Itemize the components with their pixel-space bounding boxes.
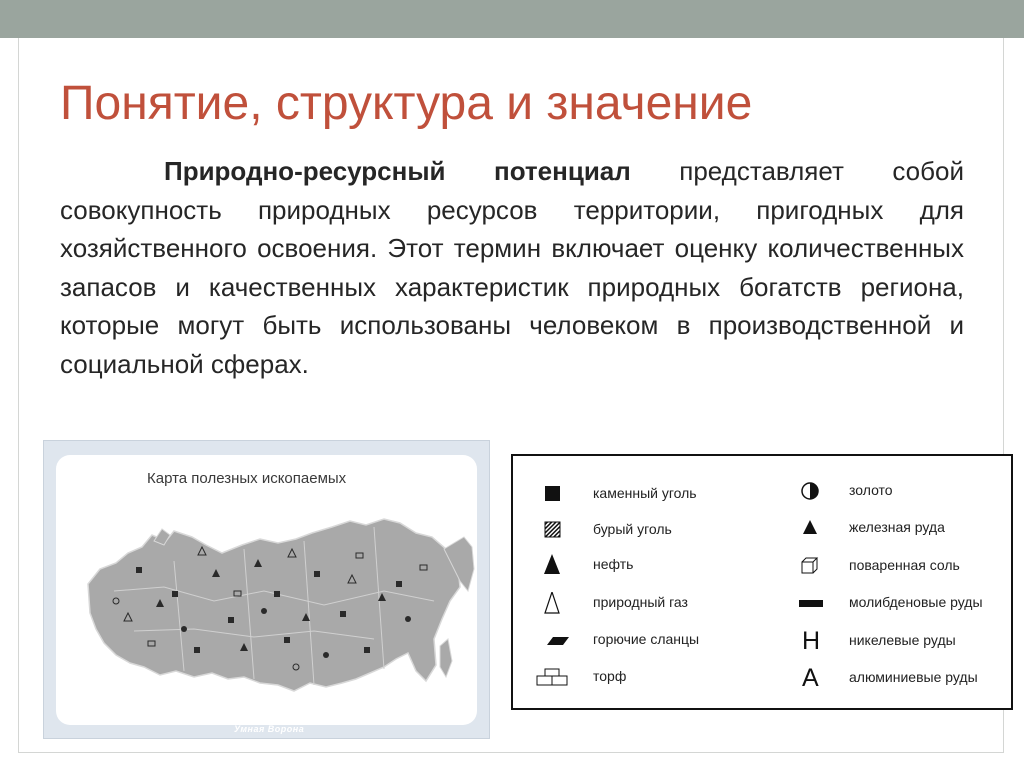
filled-square-icon — [541, 483, 571, 505]
map-legend: каменный уголь бурый уголь нефть природный газ горючие сланцы торф золото железная руда поваренная соль молибденовые руды Н никелевые руды А алюминиевые руды — [511, 454, 1013, 710]
term-bold: Природно-ресурсный потенциал — [164, 156, 631, 186]
map-title: Карта полезных ископаемых — [147, 470, 347, 487]
top-bar — [0, 0, 1024, 38]
half-circle-icon — [797, 480, 827, 502]
definition-text: представляет собой совокупность природных ресурсов территории, пригодных для хозяйственного освоения. Этот термин включает оценку количественных запасов и качественных характеристик природных богатств региона, которые могут быть использованы человеком в производственной и социальной сферах. — [60, 156, 964, 379]
map-watermark: Умная Ворона — [234, 724, 305, 734]
letter-h-icon: Н — [802, 627, 821, 655]
parallelogram-icon — [541, 629, 571, 651]
definition-paragraph — [60, 152, 964, 383]
brick-icon — [535, 666, 569, 688]
cube-icon — [797, 555, 827, 577]
bar-icon — [797, 592, 827, 614]
hatched-square-icon — [541, 519, 571, 541]
small-triangle-icon — [797, 517, 827, 539]
letter-a-icon: А — [802, 664, 819, 692]
filled-triangle-icon — [541, 554, 571, 576]
slide-title: Понятие, структура и значение — [60, 77, 753, 130]
outline-triangle-icon — [541, 592, 571, 614]
minerals-map — [43, 440, 490, 739]
